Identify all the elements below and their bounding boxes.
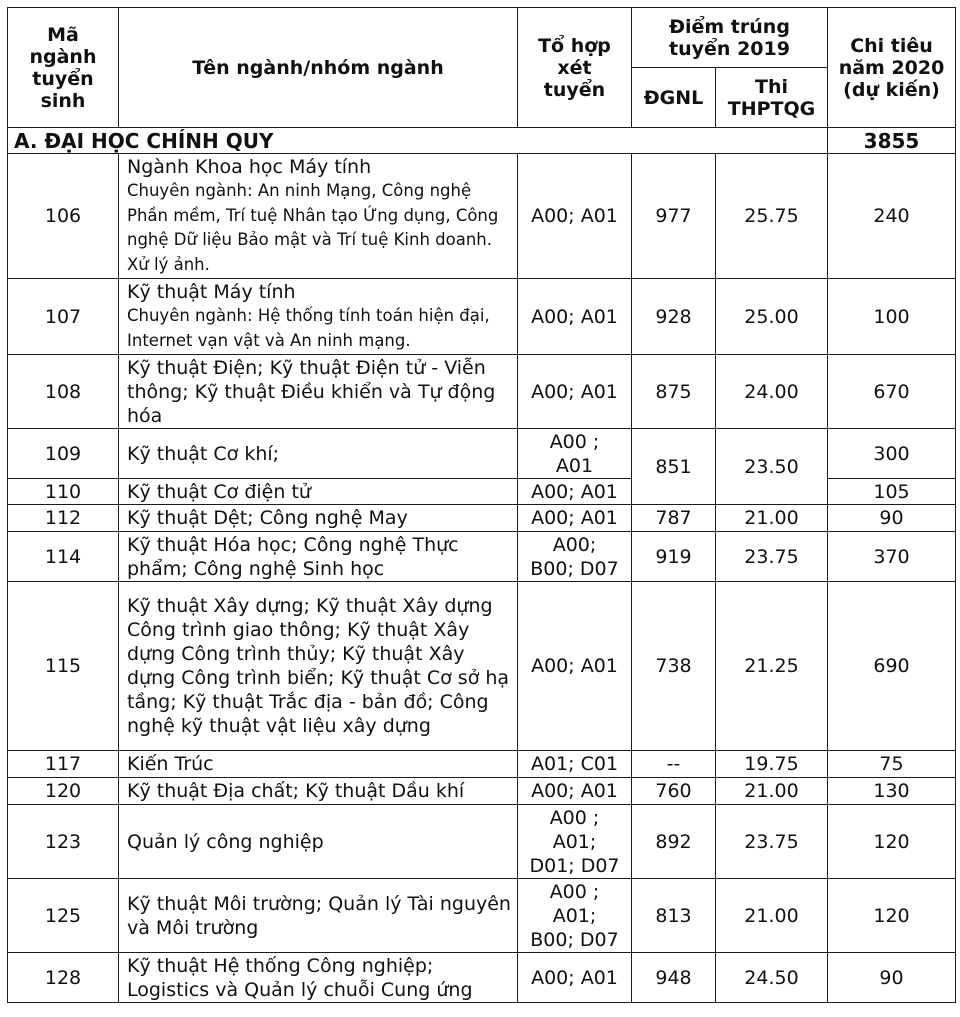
row-thptqg: 21.00	[716, 879, 828, 953]
row-quota: 130	[828, 778, 956, 805]
row-quota: 90	[828, 505, 956, 532]
row-name-main: Ngành Khoa học Máy tính	[127, 156, 372, 178]
row-code: 123	[8, 805, 119, 879]
row-dgnl: 919	[632, 532, 716, 582]
table-row	[8, 879, 956, 953]
combo-line: A01;	[552, 830, 597, 853]
row-dgnl: 875	[632, 355, 716, 429]
row-quota: 670	[828, 355, 956, 429]
row-thptqg: 23.50	[716, 429, 828, 505]
table-row	[8, 532, 956, 582]
admission-scores-table	[7, 7, 956, 1003]
row-thptqg: 23.75	[716, 532, 828, 582]
row-code: 125	[8, 879, 119, 953]
row-combo: A00; A01	[518, 582, 632, 751]
row-thptqg: 19.75	[716, 751, 828, 778]
row-code: 108	[8, 355, 119, 429]
row-quota: 240	[828, 154, 956, 279]
row-name: Kỹ thuật Dệt; Công nghệ May	[119, 505, 518, 532]
table-row	[8, 953, 956, 1003]
table-row	[8, 805, 956, 879]
row-thptqg: 23.75	[716, 805, 828, 879]
combo-line: A01	[555, 454, 594, 477]
row-code: 109	[8, 429, 119, 479]
row-combo	[518, 532, 632, 582]
row-dgnl: 851	[632, 429, 716, 505]
row-code: 110	[8, 479, 119, 505]
row-combo: A00; A01	[518, 355, 632, 429]
row-name-sub: Chuyên ngành: An ninh Mạng, Công nghệ Phần mềm, Trí tuệ Nhân tạo Ứng dụng, Công nghệ Dữ liệu Bảo mật và Trí tuệ Kinh doanh. Xử lý ảnh.	[127, 181, 499, 274]
header-code: Mã ngành tuyển sinh	[8, 8, 119, 128]
row-code: 112	[8, 505, 119, 532]
section-title: A. ĐẠI HỌC CHÍNH QUY	[8, 128, 828, 154]
section-row	[8, 128, 956, 154]
table-row	[8, 751, 956, 778]
row-combo: A00; A01	[518, 778, 632, 805]
row-thptqg: 21.00	[716, 778, 828, 805]
row-thptqg: 24.00	[716, 355, 828, 429]
combo-line: A00;	[552, 533, 597, 556]
row-quota: 100	[828, 279, 956, 355]
table-row	[8, 154, 956, 279]
header-combo: Tổ hợp xét tuyển	[518, 8, 632, 128]
row-combo: A00; A01	[518, 953, 632, 1003]
row-dgnl: 892	[632, 805, 716, 879]
row-code: 117	[8, 751, 119, 778]
row-code: 120	[8, 778, 119, 805]
combo-line: A00 ;	[549, 806, 600, 829]
row-thptqg: 21.25	[716, 582, 828, 751]
row-dgnl: 948	[632, 953, 716, 1003]
row-dgnl: 787	[632, 505, 716, 532]
row-quota: 120	[828, 805, 956, 879]
table-row	[8, 355, 956, 429]
row-quota: 690	[828, 582, 956, 751]
header-dgnl: ĐGNL	[632, 68, 716, 128]
row-name: Kỹ thuật Môi trường; Quản lý Tài nguyên và Môi trường	[119, 879, 518, 953]
row-combo: A01; C01	[518, 751, 632, 778]
row-dgnl: 928	[632, 279, 716, 355]
row-combo: A00; A01	[518, 479, 632, 505]
combo-line: B00; D07	[530, 928, 619, 951]
row-thptqg: 21.00	[716, 505, 828, 532]
row-name: Kỹ thuật Hóa học; Công nghệ Thực phẩm; Công nghệ Sinh học	[119, 532, 518, 582]
row-name	[119, 154, 518, 279]
row-name: Kỹ thuật Cơ điện tử	[119, 479, 518, 505]
row-combo: A00; A01	[518, 505, 632, 532]
row-quota: 120	[828, 879, 956, 953]
row-combo	[518, 879, 632, 953]
row-dgnl: 813	[632, 879, 716, 953]
row-combo	[518, 805, 632, 879]
row-code: 106	[8, 154, 119, 279]
header-score-2019: Điểm trúng tuyển 2019	[632, 8, 828, 68]
table-row	[8, 279, 956, 355]
table-row	[8, 582, 956, 751]
row-code: 128	[8, 953, 119, 1003]
row-name	[119, 279, 518, 355]
combo-line: D01; D07	[529, 854, 620, 877]
header-name: Tên ngành/nhóm ngành	[119, 8, 518, 128]
row-combo	[518, 429, 632, 479]
table-row	[8, 505, 956, 532]
row-thptqg: 25.75	[716, 154, 828, 279]
admission-table-wrapper	[7, 7, 956, 1003]
row-name: Kiến Trúc	[119, 751, 518, 778]
row-quota: 90	[828, 953, 956, 1003]
table-row	[8, 778, 956, 805]
row-quota: 75	[828, 751, 956, 778]
row-name: Kỹ thuật Cơ khí;	[119, 429, 518, 479]
table-row	[8, 429, 956, 479]
row-dgnl: --	[632, 751, 716, 778]
row-thptqg: 24.50	[716, 953, 828, 1003]
row-quota: 300	[828, 429, 956, 479]
combo-line: A00 ;	[549, 880, 600, 903]
row-name: Kỹ thuật Điện; Kỹ thuật Điện tử - Viễn thông; Kỹ thuật Điều khiển và Tự động hóa	[119, 355, 518, 429]
row-dgnl: 760	[632, 778, 716, 805]
combo-line: A01;	[552, 904, 597, 927]
row-dgnl: 977	[632, 154, 716, 279]
row-code: 114	[8, 532, 119, 582]
row-quota: 105	[828, 479, 956, 505]
row-name: Kỹ thuật Địa chất; Kỹ thuật Dầu khí	[119, 778, 518, 805]
row-combo: A00; A01	[518, 279, 632, 355]
row-thptqg: 25.00	[716, 279, 828, 355]
row-name: Quản lý công nghiệp	[119, 805, 518, 879]
row-code: 107	[8, 279, 119, 355]
header-quota-2020: Chi tiêu năm 2020 (dự kiến)	[828, 8, 956, 128]
combo-line: A00 ;	[549, 430, 600, 453]
row-name-main: Kỹ thuật Máy tính	[127, 281, 296, 303]
combo-line: B00; D07	[530, 557, 619, 580]
row-name: Kỹ thuật Hệ thống Công nghiệp; Logistics và Quản lý chuỗi Cung ứng	[119, 953, 518, 1003]
row-quota: 370	[828, 532, 956, 582]
row-combo: A00; A01	[518, 154, 632, 279]
row-dgnl: 738	[632, 582, 716, 751]
header-thptqg: Thi THPTQG	[716, 68, 828, 128]
row-name: Kỹ thuật Xây dựng; Kỹ thuật Xây dựng Công trình giao thông; Kỹ thuật Xây dựng Công trình thủy; Kỹ thuật Xây dựng Công trình biển; Kỹ thuật Cơ sở hạ tầng; Kỹ thuật Trắc địa - bản đồ; Công nghệ kỹ thuật vật liệu xây dựng	[119, 582, 518, 751]
row-code: 115	[8, 582, 119, 751]
row-name-sub: Chuyên ngành: Hệ thống tính toán hiện đại, Internet vạn vật và An ninh mạng.	[127, 306, 490, 350]
section-total: 3855	[828, 128, 956, 154]
